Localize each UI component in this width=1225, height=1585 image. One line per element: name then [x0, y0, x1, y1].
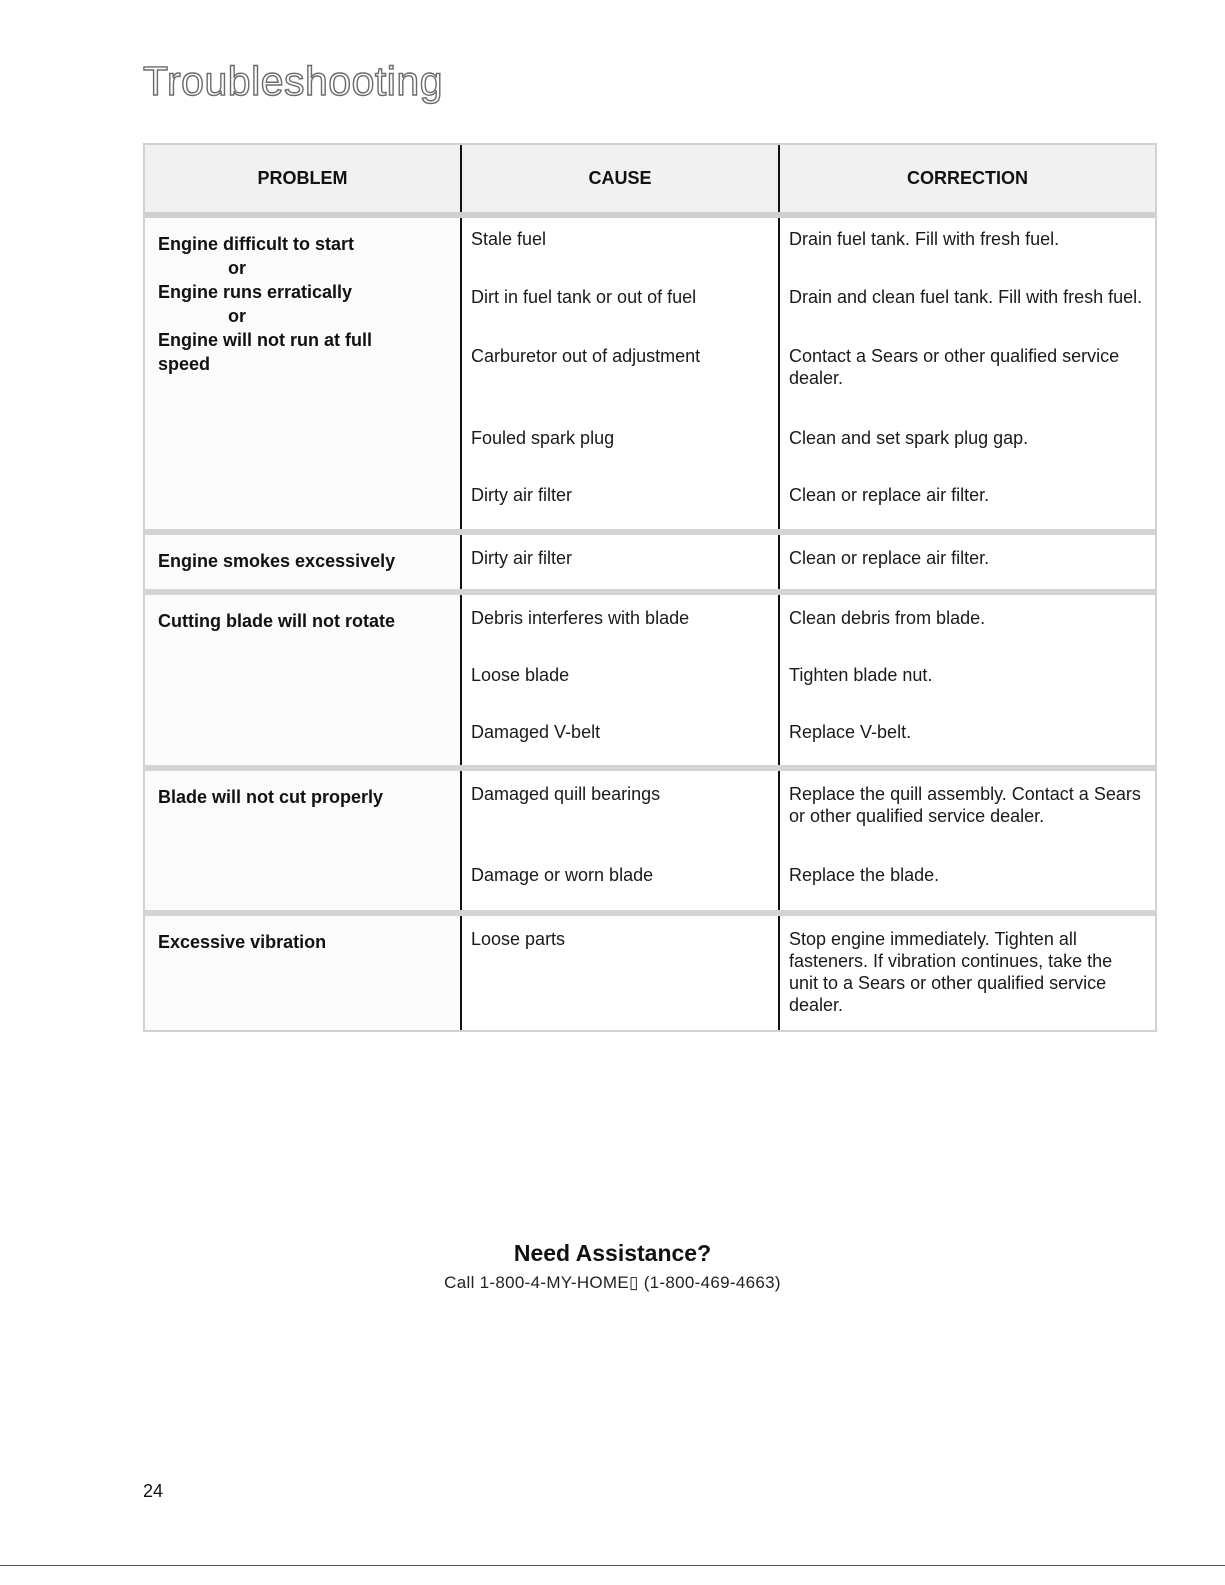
cause-cell: Damage or worn blade [462, 852, 780, 910]
problem-section [145, 765, 1155, 910]
correction-cell: Clean debris from blade. [789, 608, 986, 628]
correction-cell: Contact a Sears or other qualified service dealer. [789, 346, 1120, 388]
correction-cell: Clean or replace air filter. [789, 485, 990, 505]
problem-text: Engine runs erratically [158, 282, 353, 302]
problem-cell [145, 916, 462, 1030]
page-title: Troubleshooting [143, 58, 444, 104]
correction-cell: Drain and clean fuel tank. Fill with fresh fuel. [789, 287, 1143, 307]
header-problem: PROBLEM [145, 145, 462, 212]
cause-cell: Dirt in fuel tank or out of fuel [462, 264, 780, 335]
cause-cell: Dirty air filter [462, 535, 780, 589]
correction-cell: Clean or replace air filter. [789, 548, 990, 568]
problem-or: or [228, 306, 246, 326]
problem-section [145, 910, 1155, 1030]
problem-cell [145, 535, 462, 589]
table-body [145, 218, 1155, 1030]
problem-text: Engine will not run at full [158, 330, 372, 350]
problem-cell [145, 595, 462, 765]
page-number: 24 [143, 1481, 164, 1501]
troubleshooting-table [143, 143, 1157, 1032]
problem-cell [145, 771, 462, 910]
header-correction: CORRECTION [907, 168, 1028, 188]
problem-text: Engine smokes excessively [158, 551, 396, 571]
correction-cell: Replace V-belt. [789, 722, 912, 742]
cause-cell: Loose blade [462, 652, 780, 709]
correction-cell: Drain fuel tank. Fill with fresh fuel. [789, 229, 1060, 249]
problem-section [145, 589, 1155, 765]
assistance-title: Need Assistance? [513, 1240, 712, 1266]
cause-cell: Fouled spark plug [462, 415, 780, 472]
problem-or: or [228, 258, 246, 278]
header-cause: CAUSE [462, 145, 780, 212]
problem-text: Blade will not cut properly [158, 787, 384, 807]
bottom-rule [0, 1565, 1225, 1566]
cause-cell: Carburetor out of adjustment [462, 335, 780, 415]
cause-cell: Damaged V-belt [462, 709, 780, 765]
problem-cell [145, 218, 462, 529]
correction-cell: Clean and set spark plug gap. [789, 428, 1029, 448]
correction-cell: Replace the blade. [789, 865, 940, 885]
correction-cell: Replace the quill assembly. Contact a Sears or other qualified service dealer. [789, 784, 1141, 826]
problem-text: Engine difficult to start [158, 234, 354, 254]
correction-cell: Tighten blade nut. [789, 665, 933, 685]
assistance-phone: Call 1-800-4-MY-HOME▯ (1-800-469-4663) [444, 1273, 781, 1292]
correction-cell: Stop engine immediately. Tighten all fasteners. If vibration continues, take the unit to a Sears or other qualified service dealer. [789, 929, 1113, 1015]
problem-text: speed [158, 354, 211, 374]
cause-cell: Stale fuel [462, 218, 780, 264]
assistance-block [0, 1240, 1225, 1293]
cause-cell: Loose parts [462, 916, 780, 1030]
cause-cell: Debris interferes with blade [462, 595, 780, 652]
table-header-row [145, 145, 1155, 218]
cause-cell: Dirty air filter [462, 472, 780, 529]
problem-text: Cutting blade will not rotate [158, 611, 395, 631]
problem-section [145, 529, 1155, 589]
problem-section [145, 218, 1155, 529]
problem-text: Excessive vibration [158, 932, 327, 952]
cause-cell: Damaged quill bearings [462, 771, 780, 852]
